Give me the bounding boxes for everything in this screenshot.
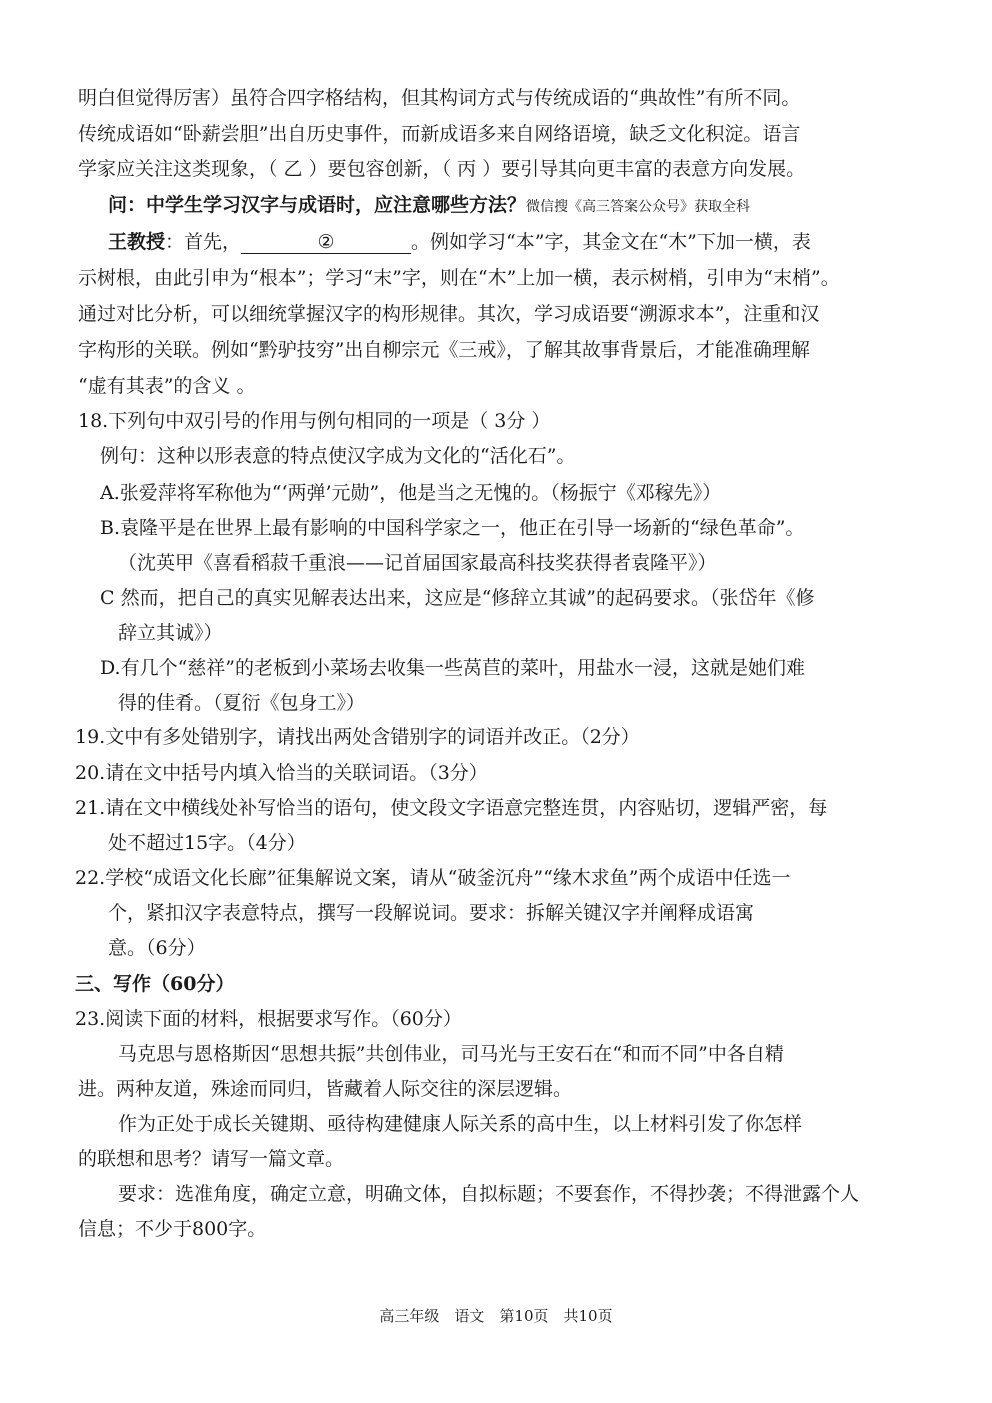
interview-question [108,192,992,220]
question-19: 19.文中有多处错别字，请找出两处含错别字的词语并改正。（2分） [75,726,640,748]
question-20: 20.请在文中括号内填入恰当的关联词语。（3分） [75,762,488,784]
option-c: C 然而，把自己的真实见解表达出来，这应是“修辞立其诚”的起码要求。（张岱年《修 [100,587,815,609]
passage-line: “虚有其表”的含义 。 [78,375,256,397]
answer-start: ：首先， [165,231,242,253]
fill-blank-2 [241,231,411,254]
question-23-stem: 23.阅读下面的材料，根据要求写作。（60分） [75,1008,462,1030]
passage-line: 明白但觉得厉害）虽符合四字格结构，但其构词方式与传统成语的“典故性”有所不同。 [78,87,801,109]
requirement-line: 信息；不少于800字。 [78,1218,267,1240]
passage-line: 字构形的关联。例如“黔驴技穷”出自柳宗元《三戒》，了解其故事背景后，才能准确理解 [78,339,810,361]
option-d-cont: 得的佳肴。（夏衍《包身工》） [118,692,366,714]
passage-line: 传统成语如“卧薪尝胆”出自历史事件，而新成语多来自网络语境，缺乏文化积淀。语言 [78,123,801,145]
section-heading: 三、写作（60分） [75,973,235,995]
material-line: 的联想和思考？请写一篇文章。 [78,1148,345,1170]
question-18-example: 例句：这种以形表意的特点使汉字成为文化的“活化石”。 [100,445,576,467]
passage-line: 示树根，由此引申为“根本”；学习“末”字，则在“木”上加一横，表示树梢，引申为“末梢”。 [78,267,840,289]
speaker-name: 王教授 [108,231,166,253]
option-d: D.有几个“慈祥”的老板到小菜场去收集一些莴苣的菜叶，用盐水一浸，这就是她们难 [100,657,806,679]
answer-rest: 。例如学习“本”字，其金文在“木”下加一横，表 [411,231,811,253]
material-line: 作为正处于成长关键期、亟待构建健康人际关系的高中生，以上材料引发了你怎样 [118,1113,803,1135]
option-c-cont: 辞立其诚》） [118,622,223,644]
question-21-cont: 处不超过15字。（4分） [108,832,306,854]
material-line: 马克思与恩格斯因“思想共振”共创伟业，司马光与王安石在“和而不同”中各自精 [118,1043,784,1065]
passage-line: 学家应关注这类现象，（ 乙 ）要包容创新，（ 丙 ）要引导其向更丰富的表意方向发展。 [78,158,806,180]
option-a: A.张爱萍将军称他为“‘两弹’元勋”，他是当之无愧的。（杨振宁《邓稼先》） [100,482,722,504]
watermark-text: 微信搜《高三答案公众号》获取全科 [526,199,751,215]
blank-number: ② [317,231,335,253]
requirement-line: 要求：选准角度，确定立意，明确文体，自拟标题；不要套作，不得抄袭；不得泄露个人 [118,1183,860,1205]
page-footer: 高三年级 语文 第10页 共10页 [379,1307,613,1325]
passage-line: 通过对比分析，可以细统掌握汉字的构形规律。其次，学习成语要“溯源求本”，注重和汉 [78,303,820,325]
question-22: 22.学校“成语文化长廊”征集解说文案，请从“破釜沉舟”“缘木求鱼”两个成语中任选一 [75,867,791,889]
question-18-stem: 18.下列句中双引号的作用与例句相同的一项是（ 3分 ） [78,410,551,432]
question-21: 21.请在文中横线处补写恰当的语句，使文段文字语意完整连贯，内容贴切，逻辑严密，每 [75,797,828,819]
question-text: 问：中学生学习汉字与成语时，应注意哪些方法？ [108,194,527,216]
option-b-cont: （沈英甲《喜看稻菽千重浪——记首届国家最高科技奖获得者袁隆平》） [118,552,717,574]
interview-answer [108,229,992,255]
material-line: 进。两种友道，殊途而同归，皆藏着人际交往的深层逻辑。 [78,1078,573,1100]
option-b: B.袁隆平是在世界上最有影响的中国科学家之一，他正在引导一场新的“绿色革命”。 [100,517,805,539]
question-22-cont: 意。（6分） [108,937,206,959]
question-22-cont: 个，紧扣汉字表意特点，撰写一段解说词。要求：拆解关键汉字并阐释成语寓 [108,902,755,924]
